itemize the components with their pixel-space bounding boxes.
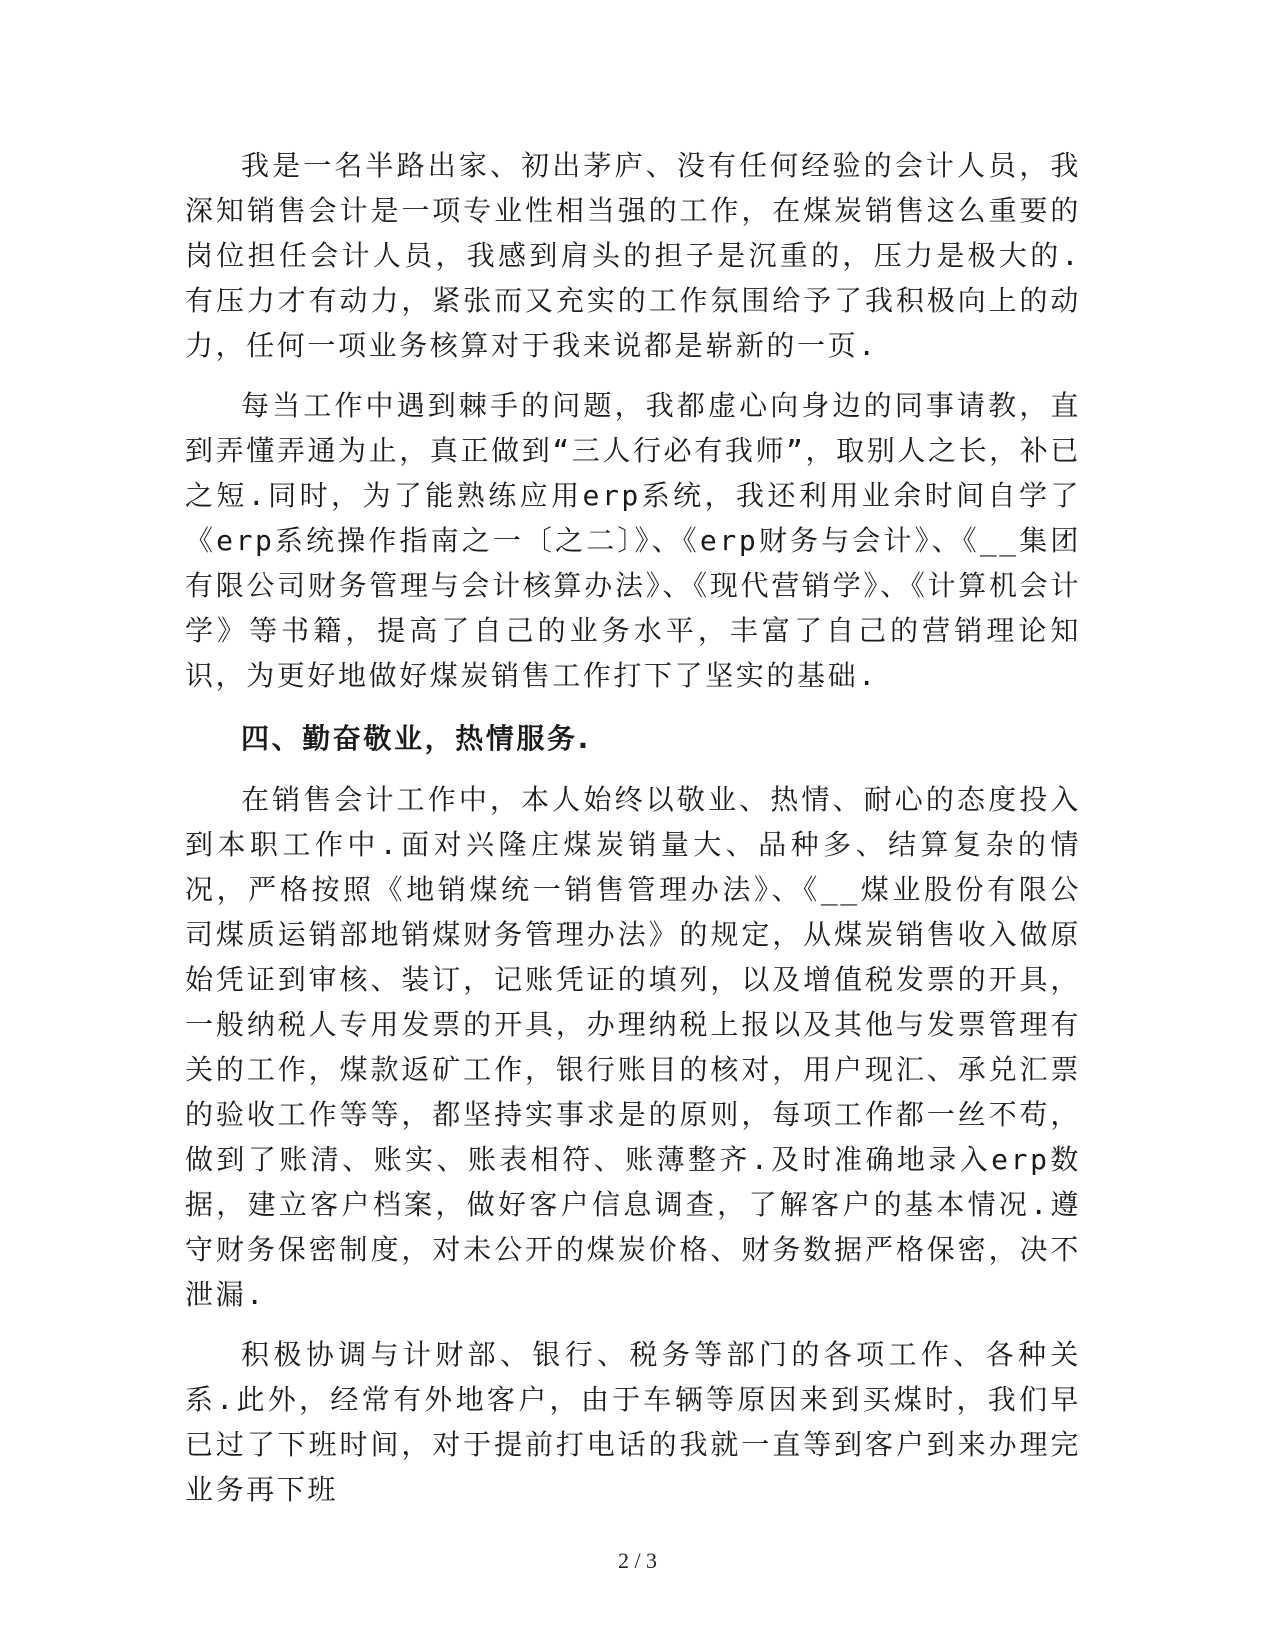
paragraph-4: 积极协调与计财部、银行、税务等部门的各项工作、各种关系.此外，经常有外地客户，由于车辆等原因来到买煤时，我们早已过了下班时间，对于提前打电话的我就一直等到客户到来办理完业务再下班 — [185, 1338, 1081, 1506]
section-heading: 四、勤奋敬业，热情服务. — [241, 722, 591, 755]
paragraph-3: 在销售会计工作中，本人始终以敬业、热情、耐心的态度投入到本职工作中.面对兴隆庄煤炭销量大、品种多、结算复杂的情况，严格按照《地销煤统一销售管理办法》、《__煤业股份有限公司煤质运销部地销煤财务管理办法》的规定，从煤炭销售收入做原始凭证到审核、装订，记账凭证的填列，以及增值税发票的开具，一般纳税人专用发票的开具，办理纳税上报以及其他与发票管理有关的工作，煤款返矿工作，银行账目的核对，用户现汇、承兑汇票的验收工作等等，都坚持实事求是的原则，每项工作都一丝不苟，做到了账清、账实、账表相符、账薄整齐.及时准确地录入erp数据，建立客户档案，做好客户信息调查，了解客户的基本情况.遵守财务保密制度，对未公开的煤炭价格、财务数据严格保密，决不泄漏. — [185, 783, 1081, 1311]
page-number: 2 / 3 — [617, 1548, 658, 1573]
paragraph-2: 每当工作中遇到棘手的问题，我都虚心向身边的同事请教，直到弄懂弄通为止，真正做到“三人行必有我师”，取别人之长，补已之短.同时，为了能熟练应用erp系统，我还利用业余时间自学了《erp系统操作指南之一〔之二〕》、《erp财务与会计》、《__集团有限公司财务管理与会计核算办法》、《现代营销学》、《计算机会计学》等书籍，提高了自己的业务水平，丰富了自己的营销理论知识，为更好地做好煤炭销售工作打下了坚实的基础. — [185, 389, 1081, 692]
paragraph-1: 我是一名半路出家、初出茅庐、没有任何经验的会计人员，我深知销售会计是一项专业性相当强的工作，在煤炭销售这么重要的岗位担任会计人员，我感到肩头的担子是沉重的，压力是极大的.有压力才有动力，紧张而又充实的工作氛围给予了我积极向上的动力，任何一项业务核算对于我来说都是崭新的一页. — [185, 149, 1081, 362]
document-body — [185, 143, 1081, 1512]
